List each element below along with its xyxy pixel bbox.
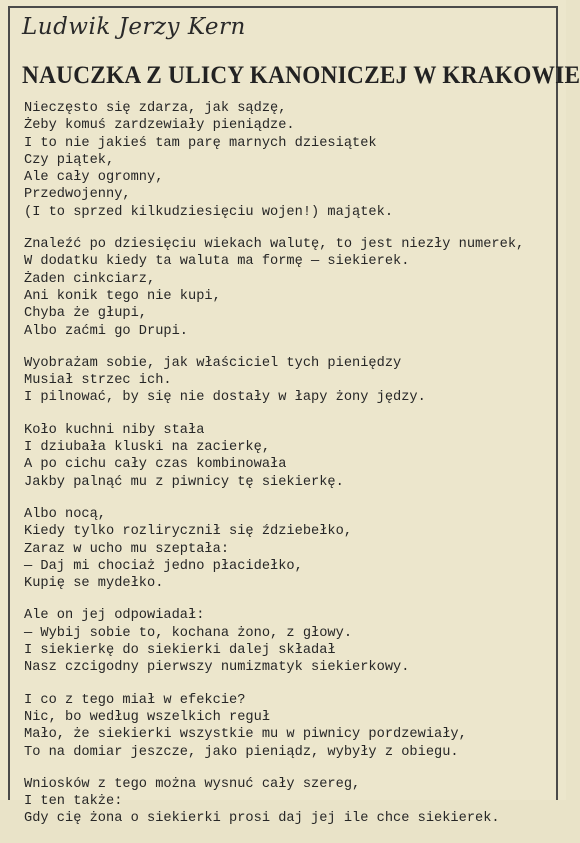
poem-line: Ale on jej odpowiadał:: [24, 608, 205, 624]
poem-line: Żaden cinkciarz,: [24, 271, 156, 287]
stanza: [24, 506, 549, 592]
poem-line: Jakby palnąć mu z piwnicy tę siekierkę.: [24, 474, 344, 490]
poem-line: I ten także:: [24, 794, 123, 810]
poem-line: To na domiar jeszcze, jako pieniądz, wybyły z obiegu.: [24, 744, 459, 760]
stanza: [24, 776, 549, 828]
right-border-rule: [556, 6, 558, 800]
poem-line: (I to sprzed kilkudziesięciu wojen!) majątek.: [24, 204, 394, 220]
stanza: [24, 607, 549, 676]
poem-line: Mało, że siekierki wszystkie mu w piwnicy pordzewiały,: [24, 727, 467, 743]
stanza: [24, 422, 549, 491]
poem-line: W dodatku kiedy ta waluta ma formę — siekierek.: [24, 254, 410, 270]
poem-line: Nic, bo według wszelkich reguł: [24, 709, 271, 725]
poem-line: Zaraz w ucho mu szeptała:: [24, 541, 230, 557]
poem-line: Gdy cię żona o siekierki prosi daj jej ile chce siekierek.: [24, 811, 500, 827]
poem-line: I to nie jakieś tam parę marnych dziesiątek: [24, 135, 377, 151]
author-name: Ludwik Jerzy Kern: [22, 14, 246, 40]
poem-line: Wniosków z tego można wysnuć cały szereg,: [24, 776, 361, 792]
poem-line: Albo zaćmi go Drupi.: [24, 323, 189, 339]
poem-line: Koło kuchni niby stała: [24, 422, 205, 438]
poem-line: A po cichu cały czas kombinowała: [24, 457, 287, 473]
poem-line: I pilnować, by się nie dostały w łapy żony jędzy.: [24, 390, 426, 406]
stanza: [24, 692, 549, 761]
poem-line: Żeby komuś zardzewiały pieniądze.: [24, 118, 295, 134]
poem-body: [24, 100, 549, 843]
poem-line: Kiedy tylko rozlirycznił się ździebełko,: [24, 524, 353, 540]
poem-line: Albo nocą,: [24, 506, 107, 522]
poem-title: NAUCZKA Z ULICY KANONICZEJ W KRAKOWIE: [22, 62, 580, 89]
poem-line: Nasz czcigodny pierwszy numizmatyk siekierkowy.: [24, 660, 410, 676]
poem-line: Ani konik tego nie kupi,: [24, 288, 221, 304]
poem-line: Chyba że głupi,: [24, 306, 148, 322]
poem-line: — Wybij sobie to, kochana żono, z głowy.: [24, 625, 353, 641]
poem-line: Czy piątek,: [24, 152, 115, 168]
poem-line: Znaleźć po dziesięciu wiekach walutę, to jest niezły numerek,: [24, 237, 525, 253]
poem-line: I co z tego miał w efekcie?: [24, 692, 246, 708]
top-border-rule: [8, 6, 558, 8]
poem-line: Musiał strzec ich.: [24, 373, 172, 389]
poem-line: Wyobrażam sobie, jak właściciel tych pieniędzy: [24, 355, 402, 371]
stanza: [24, 100, 549, 221]
poem-line: Nieczęsto się zdarza, jak sądzę,: [24, 101, 287, 116]
poem-line: — Daj mi chociaż jedno płacidełko,: [24, 558, 303, 574]
left-border-rule: [8, 6, 10, 800]
poem-line: I dziubała kluski na zacierkę,: [24, 440, 271, 456]
stanza: [24, 355, 549, 407]
poem-line: I siekierkę do siekierki dalej składał: [24, 643, 336, 659]
poem-line: Kupię se mydełko.: [24, 576, 164, 592]
stanza: [24, 236, 549, 340]
poem-line: Ale cały ogromny,: [24, 170, 164, 186]
poem-line: Przedwojenny,: [24, 187, 131, 203]
